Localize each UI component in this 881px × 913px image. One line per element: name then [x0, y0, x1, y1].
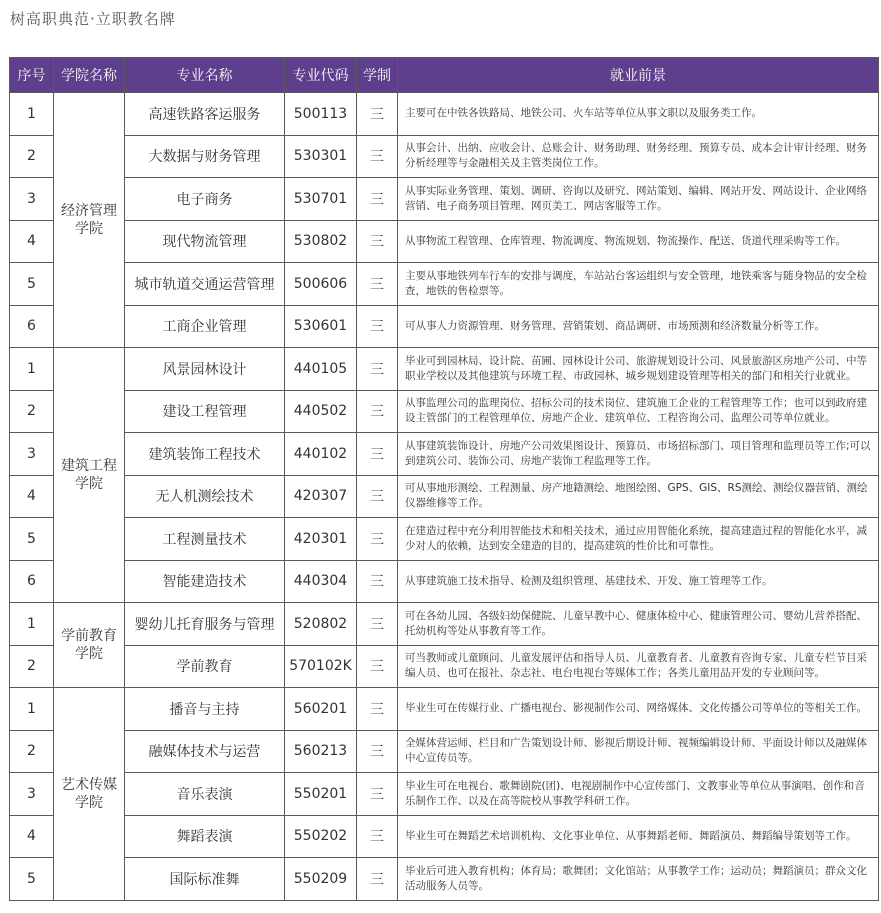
employment-prospect: 主要从事地铁列车行车的安排与调度，车站站台客运组织与安全管理，地铁乘客与随身物品的安全检查，地铁的售检票等。 — [398, 263, 879, 306]
table-row — [10, 348, 879, 391]
row-number: 3 — [10, 178, 54, 221]
study-years: 三 — [357, 220, 398, 263]
study-years: 三 — [357, 433, 398, 476]
row-number: 3 — [10, 433, 54, 476]
major-name: 大数据与财务管理 — [125, 135, 285, 178]
employment-prospect: 毕业后可进入教育机构；体育局；歌舞团；文化馆站；从事教学工作；运动员；舞蹈演员；群众文化活动服务人员等。 — [398, 858, 879, 901]
study-years: 三 — [357, 518, 398, 561]
row-number: 2 — [10, 390, 54, 433]
employment-prospect: 从事物流工程管理、仓库管理、物流调度、物流规划、物流操作、配送、货道代理采购等工作。 — [398, 220, 879, 263]
study-years: 三 — [357, 688, 398, 731]
major-code: 570102K — [285, 645, 357, 688]
study-years: 三 — [357, 93, 398, 136]
employment-prospect: 毕业生可在舞蹈艺术培训机构、文化事业单位、从事舞蹈老师、舞蹈演员、舞蹈编导策划等工作。 — [398, 815, 879, 858]
major-name: 风景园林设计 — [125, 348, 285, 391]
major-name: 建设工程管理 — [125, 390, 285, 433]
header-years: 学制 — [357, 58, 398, 93]
major-name: 婴幼儿托育服务与管理 — [125, 603, 285, 646]
table-row — [10, 305, 879, 348]
major-code: 560213 — [285, 730, 357, 773]
row-number: 5 — [10, 518, 54, 561]
employment-prospect: 在建造过程中充分利用智能技术和相关技术，通过应用智能化系统，提高建造过程的智能化水平，减少对人的依赖，达到安全建造的目的，提高建筑的性价比和可靠性。 — [398, 518, 879, 561]
row-number: 4 — [10, 475, 54, 518]
major-name: 无人机测绘技术 — [125, 475, 285, 518]
table-row — [10, 773, 879, 816]
header-college: 学院名称 — [54, 58, 125, 93]
major-code: 440105 — [285, 348, 357, 391]
row-number: 2 — [10, 645, 54, 688]
row-number: 1 — [10, 93, 54, 136]
table-row — [10, 603, 879, 646]
study-years: 三 — [357, 263, 398, 306]
employment-prospect: 毕业生可在传媒行业、广播电视台、影视制作公司、网络媒体、文化传播公司等单位的等相关工作。 — [398, 688, 879, 731]
page-title: 树高职典范·立职教名牌 — [10, 10, 176, 28]
employment-prospect: 毕业生可在电视台、歌舞剧院(团)、电视剧制作中心宣传部门、文教事业等单位从事演唱、创作和音乐制作工作、以及在高等院校从事教学科研工作。 — [398, 773, 879, 816]
employment-prospect: 从事实际业务管理、策划、调研、咨询以及研究、网站策划、编辑、网站开发、网站设计、企业网络营销、电子商务项目管理、网页美工、网店客服等工作。 — [398, 178, 879, 221]
major-code: 420307 — [285, 475, 357, 518]
major-code: 440502 — [285, 390, 357, 433]
college-name: 学前教育 学院 — [54, 603, 125, 688]
table-row — [10, 475, 879, 518]
header-major: 专业名称 — [125, 58, 285, 93]
employment-prospect: 可在各幼儿园、各级妇幼保健院、儿童早教中心、健康体检中心、健康管理公司、婴幼儿营养搭配、托幼机构等处从事教育等工作。 — [398, 603, 879, 646]
major-code: 550209 — [285, 858, 357, 901]
major-name: 城市轨道交通运营管理 — [125, 263, 285, 306]
employment-prospect: 从事会计、出纳、应收会计、总账会计、财务助理、财务经理、预算专员、成本会计审计经理、财务分析经理等与金融相关及主管类岗位工作。 — [398, 135, 879, 178]
employment-prospect: 可当教师或儿童顾问、儿童发展评估和指导人员、儿童教育者、儿童教育咨询专家、儿童专栏节目采编人员、也可在报社、杂志社、电台电视台等媒体工作；各类儿童用品开发的专业顾问等。 — [398, 645, 879, 688]
major-code: 420301 — [285, 518, 357, 561]
table-row — [10, 433, 879, 476]
major-name: 融媒体技术与运营 — [125, 730, 285, 773]
study-years: 三 — [357, 305, 398, 348]
table-row — [10, 220, 879, 263]
study-years: 三 — [357, 773, 398, 816]
major-name: 工商企业管理 — [125, 305, 285, 348]
header-code: 专业代码 — [285, 58, 357, 93]
college-name: 建筑工程 学院 — [54, 348, 125, 603]
college-name: 艺术传媒 学院 — [54, 688, 125, 901]
table-row — [10, 730, 879, 773]
table-row — [10, 518, 879, 561]
major-name: 学前教育 — [125, 645, 285, 688]
college-name: 经济管理 学院 — [54, 93, 125, 348]
major-name: 电子商务 — [125, 178, 285, 221]
table-row — [10, 93, 879, 136]
major-name: 工程测量技术 — [125, 518, 285, 561]
major-code: 500606 — [285, 263, 357, 306]
study-years: 三 — [357, 390, 398, 433]
study-years: 三 — [357, 475, 398, 518]
row-number: 5 — [10, 263, 54, 306]
employment-prospect: 从事建筑施工技术指导、检测及组织管理、基建技术、开发、施工管理等工作。 — [398, 560, 879, 603]
row-number: 5 — [10, 858, 54, 901]
row-number: 1 — [10, 348, 54, 391]
employment-prospect: 可从事地形测绘、工程测量、房产地籍测绘、地图绘图、GPS、GIS、RS测绘、测绘仪器营销、测绘仪器维修等工作。 — [398, 475, 879, 518]
major-code: 560201 — [285, 688, 357, 731]
employment-prospect: 毕业可到园林局、设计院、苗圃、园林设计公司、旅游规划设计公司、风景旅游区房地产公司、中等职业学校以及其他建筑与环境工程、市政园林、城乡规划建设管理等相关的部门和相关行业就业。 — [398, 348, 879, 391]
employment-prospect: 可从事人力资源管理、财务管理、营销策划、商品调研、市场预测和经济数量分析等工作。 — [398, 305, 879, 348]
study-years: 三 — [357, 135, 398, 178]
major-name: 播音与主持 — [125, 688, 285, 731]
major-code: 530301 — [285, 135, 357, 178]
major-name: 现代物流管理 — [125, 220, 285, 263]
major-name: 音乐表演 — [125, 773, 285, 816]
major-code: 530601 — [285, 305, 357, 348]
major-name: 高速铁路客运服务 — [125, 93, 285, 136]
major-name: 建筑装饰工程技术 — [125, 433, 285, 476]
row-number: 4 — [10, 815, 54, 858]
table-header-row — [10, 58, 879, 93]
table-row — [10, 688, 879, 731]
table-row — [10, 560, 879, 603]
row-number: 2 — [10, 135, 54, 178]
table-row — [10, 263, 879, 306]
study-years: 三 — [357, 603, 398, 646]
table-row — [10, 178, 879, 221]
study-years: 三 — [357, 645, 398, 688]
major-code: 440102 — [285, 433, 357, 476]
study-years: 三 — [357, 348, 398, 391]
row-number: 1 — [10, 688, 54, 731]
row-number: 3 — [10, 773, 54, 816]
study-years: 三 — [357, 815, 398, 858]
row-number: 1 — [10, 603, 54, 646]
major-name: 国际标准舞 — [125, 858, 285, 901]
study-years: 三 — [357, 178, 398, 221]
study-years: 三 — [357, 858, 398, 901]
major-code: 520802 — [285, 603, 357, 646]
major-code: 530701 — [285, 178, 357, 221]
study-years: 三 — [357, 560, 398, 603]
major-code: 550202 — [285, 815, 357, 858]
table-row — [10, 815, 879, 858]
table-row — [10, 390, 879, 433]
major-name: 智能建造技术 — [125, 560, 285, 603]
major-code: 530802 — [285, 220, 357, 263]
majors-table — [9, 57, 879, 901]
major-name: 舞蹈表演 — [125, 815, 285, 858]
table-row — [10, 135, 879, 178]
row-number: 2 — [10, 730, 54, 773]
row-number: 6 — [10, 560, 54, 603]
employment-prospect: 主要可在中铁各铁路局、地铁公司、火车站等单位从事文职以及服务类工作。 — [398, 93, 879, 136]
major-code: 500113 — [285, 93, 357, 136]
major-code: 550201 — [285, 773, 357, 816]
table-row — [10, 645, 879, 688]
employment-prospect: 从事建筑装饰设计、房地产公司效果图设计、预算员、市场招标部门、项目管理和监理员等工作;可以到建筑公司、装饰公司、房地产装饰工程监理等工作。 — [398, 433, 879, 476]
table-row — [10, 858, 879, 901]
study-years: 三 — [357, 730, 398, 773]
header-no: 序号 — [10, 58, 54, 93]
row-number: 6 — [10, 305, 54, 348]
row-number: 4 — [10, 220, 54, 263]
header-prospect: 就业前景 — [398, 58, 879, 93]
employment-prospect: 从事监理公司的监理岗位、招标公司的技术岗位、建筑施工企业的工程管理等工作；也可以到政府建设主管部门的工程管理单位、房地产企业、建筑单位、工程咨询公司、监理公司等单位就业。 — [398, 390, 879, 433]
employment-prospect: 全媒体营运师、栏目和广告策划设计师、影视后期设计师、视频编辑设计师、平面设计师以及融媒体中心宣传员等。 — [398, 730, 879, 773]
major-code: 440304 — [285, 560, 357, 603]
